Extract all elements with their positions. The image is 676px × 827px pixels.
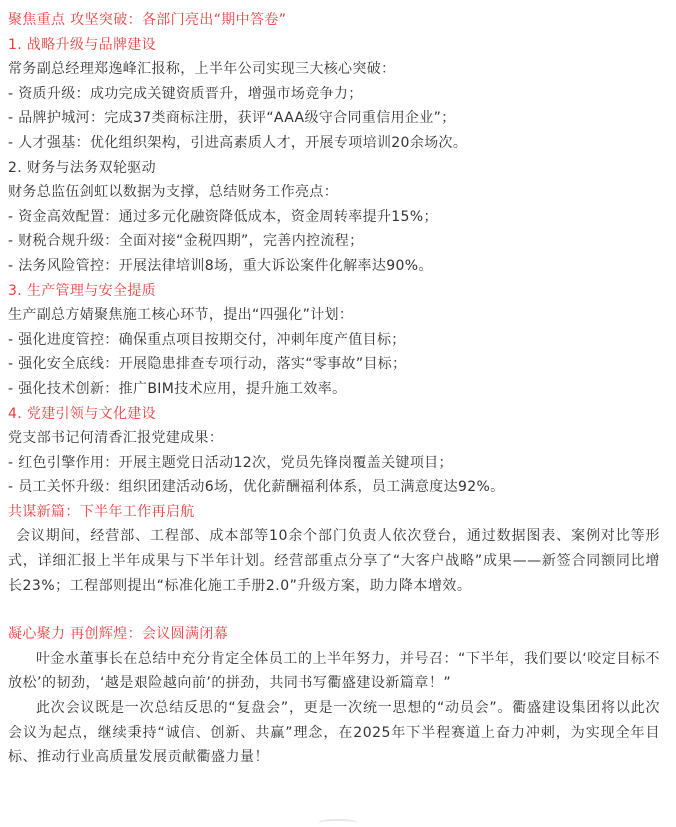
subsection-heading-production: 3. 生产管理与安全提质 — [8, 282, 157, 299]
list-item: - 法务风险管控：开展法律培训8场，重大诉讼案件化解率达90%。 — [8, 257, 433, 274]
section-heading: 聚焦重点 攻坚突破：各部门亮出“期中答卷” — [8, 12, 287, 28]
section-heading-next-half: 共谋新篇：下半年工作再启航 — [8, 503, 195, 520]
section-heading-closing: 凝心聚力 再创辉煌：会议圆满闭幕 — [8, 626, 229, 643]
subsection-heading-strategy: 1. 战略升级与品牌建设 — [8, 36, 157, 53]
list-item: - 强化进度管控：确保重点项目按期交付，冲刺年度产值目标； — [8, 331, 406, 348]
list-item: - 财税合规升级：全面对接“金税四期”，完善内控流程； — [8, 233, 364, 250]
subsection-heading-finance: 2. 财务与法务双轮驱动 — [8, 159, 157, 176]
list-item: - 人才强基：优化组织架构，引进高素质人才，开展专项培训20余场次。 — [8, 134, 468, 151]
paragraph-final: 此次会议既是一次总结反思的“复盘会”，更是一次统一思想的“动员会”。衢盛建设集团将以此次会议为起点，继续秉持“诚信、创新、共赢”理念，在2025年下半程赛道上奋力冲刺，为实现全年目标、推动行业高质量发展贡献衢盛力量！ — [8, 700, 660, 766]
paragraph-meeting: 会议期间，经营部、工程部、成本部等10余个部门负责人依次登台，通过数据图表、案例对比等形式，详细汇报上半年成果与下半年计划。经营部重点分享了“大客户战略”成果——新签合同额同比增长23%；工程部则提出“标准化施工手册2.0”升级方案，助力降本增效。 — [8, 528, 660, 594]
text-line: 财务总监伍剑虹以数据为支撑，总结财务工作亮点： — [8, 184, 339, 201]
list-item: - 资质升级：成功完成关键资质晋升，增强市场竞争力； — [8, 85, 363, 102]
subsection-heading-party: 4. 党建引领与文化建设 — [8, 405, 157, 422]
spacer — [8, 598, 670, 622]
list-item: - 员工关怀升级：组织团建活动6场，优化薪酬福利体系，员工满意度达92%。 — [8, 479, 505, 496]
text-line: 生产副总方婧聚焦施工核心环节，提出“四强化”计划： — [8, 307, 354, 324]
list-item: - 资金高效配置：通过多元化融资降低成本，资金周转率提升15%； — [8, 208, 438, 225]
list-item: - 品牌护城河：完成37类商标注册，获评“AAA级守合同重信用企业”； — [8, 110, 456, 127]
list-item: - 强化技术创新：推广BIM技术应用，提升施工效率。 — [8, 380, 347, 397]
text-line: 常务副总经理郑逸峰汇报称，上半年公司实现三大核心突破： — [8, 61, 396, 78]
paragraph-chairman: 叶金水董事长在总结中充分肯定全体员工的上半年努力，并号召：“下半年，我们要以‘咬定目标不放松’的韧劲，‘越是艰险越向前’的拼劲，共同书写衢盛建设新篇章！” — [8, 650, 660, 692]
text-line: 党支部书记何清香汇报党建成果： — [8, 430, 224, 447]
list-item: - 红色引擎作用：开展主题党日活动12次，党员先锋岗覆盖关键项目； — [8, 454, 453, 471]
article-body — [8, 8, 670, 770]
list-item: - 强化安全底线：开展隐患排查专项行动，落实“零事故”目标； — [8, 356, 407, 373]
decorative-divider — [318, 819, 358, 827]
